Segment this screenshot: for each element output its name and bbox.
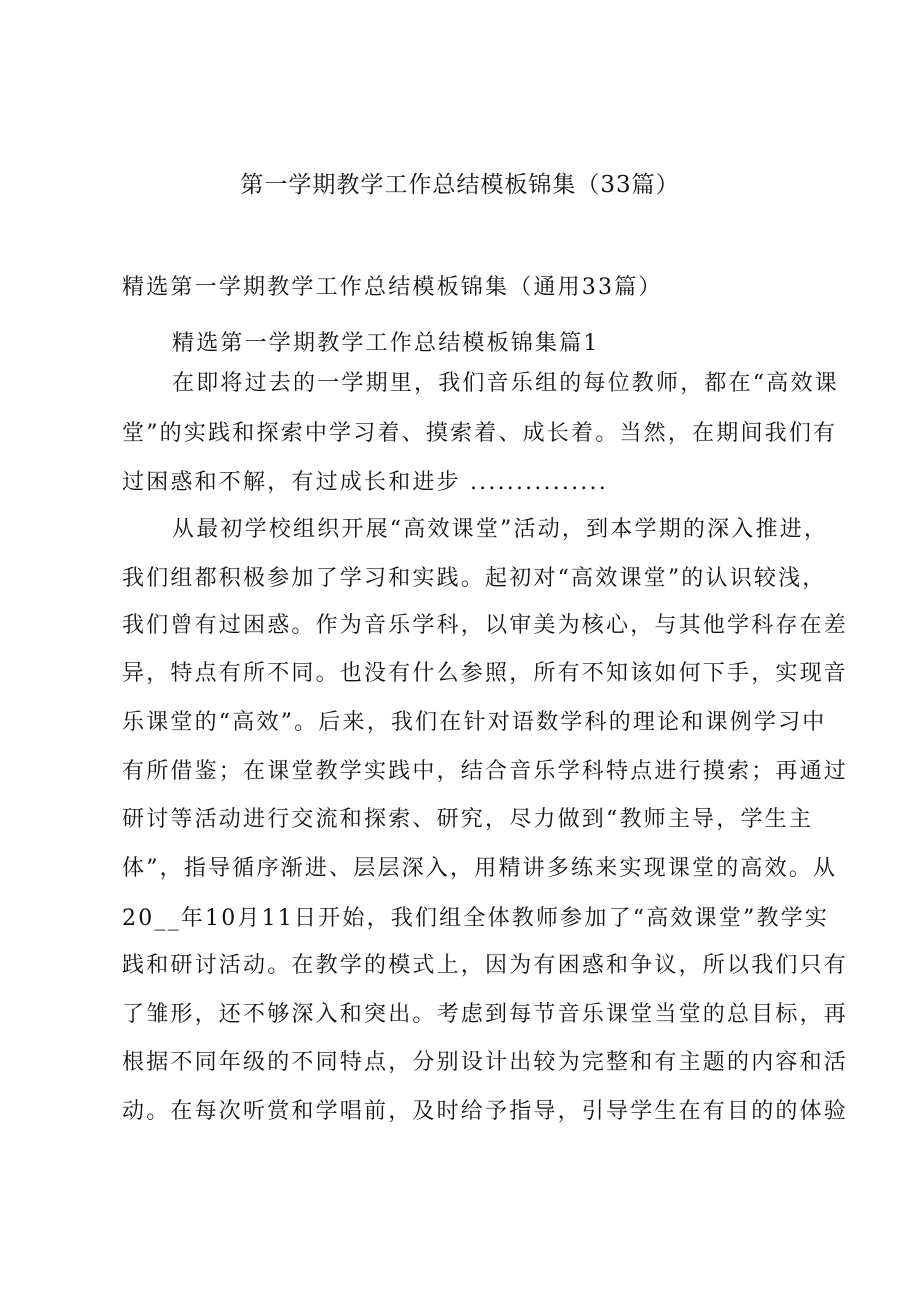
paragraph-line: 在即将过去的一学期里，我们音乐组的每位教师，都在“高效课 (172, 371, 839, 396)
paragraph-line: 动。在每次听赏和学唱前，及时给予指导，引导学生在有目的的体验 (122, 1099, 849, 1124)
paragraph-line: 体”，指导循序渐进、层层深入，用精讲多练来实现课堂的高效。从 (122, 856, 838, 881)
paragraph-line: 我们曾有过困惑。作为音乐学科，以审美为核心，与其他学科存在差 (122, 613, 849, 638)
page-title: 第一学期教学工作总结模板锦集（33篇） (240, 172, 680, 198)
paragraph-line: 了雏形，还不够深入和突出。考虑到每节音乐课堂当堂的总目标，再 (122, 1002, 849, 1027)
paragraph-line: 堂”的实践和探索中学习着、摸索着、成长着。当然，在期间我们有 (122, 421, 838, 446)
section-heading: 精选第一学期教学工作总结模板锦集篇1 (172, 331, 600, 356)
paragraph-line: 20__年10月11日开始，我们组全体教师参加了“高效课堂”教学实 (122, 906, 830, 931)
paragraph-line: 研讨等活动进行交流和探索、研究，尽力做到“教师主导，学生主 (122, 807, 814, 832)
paragraph-line: 乐课堂的“高效”。后来，我们在针对语数学科的理论和课例学习中 (122, 710, 827, 735)
paragraph-line: 践和研讨活动。在教学的模式上，因为有困惑和争议，所以我们只有 (122, 953, 849, 978)
paragraph-line: 异，特点有所不同。也没有什么参照，所有不知该如何下手，实现音 (122, 661, 849, 686)
paragraph-line: 有所借鉴；在课堂教学实践中，结合音乐学科特点进行摸索；再通过 (122, 759, 849, 784)
paragraph-line: 我们组都积极参加了学习和实践。起初对“高效课堂”的认识较浅， (122, 566, 827, 591)
paragraph-line: 从最初学校组织开展“高效课堂”活动，到本学期的深入推进， (172, 517, 829, 542)
paragraph-line: 过困惑和不解，有过成长和进步 ............... (122, 470, 608, 495)
paragraph-line: 根据不同年级的不同特点，分别设计出较为完整和有主题的内容和活 (122, 1050, 849, 1075)
document-subtitle: 精选第一学期教学工作总结模板锦集（通用33篇） (122, 275, 663, 300)
